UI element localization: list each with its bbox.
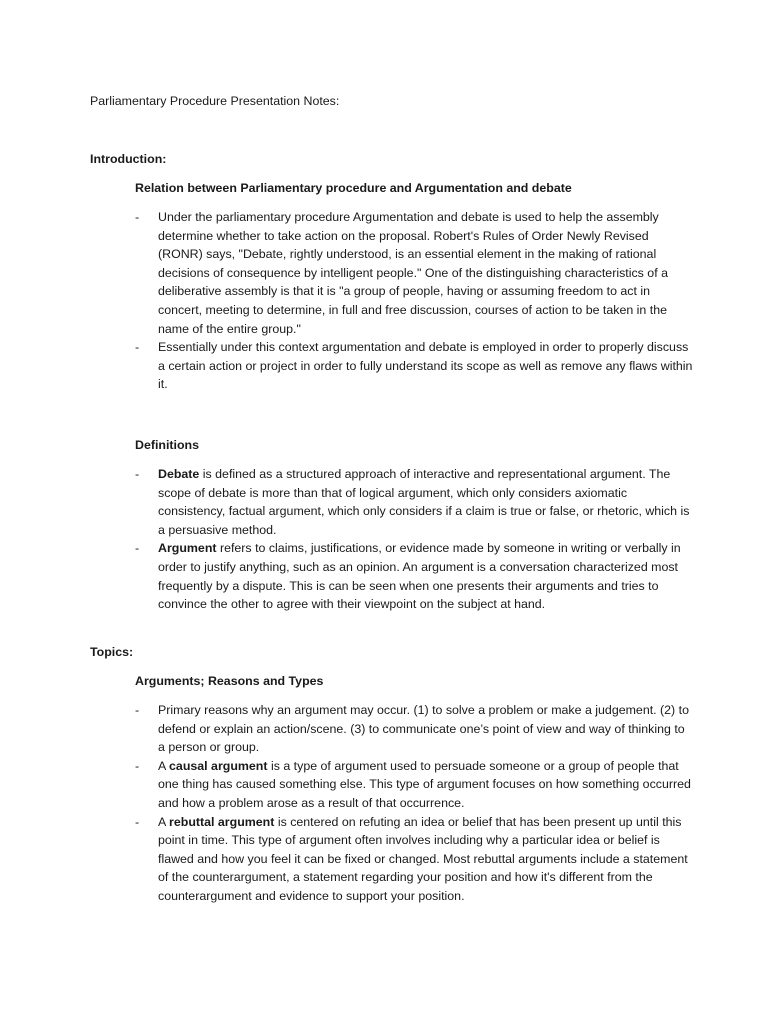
bullet-dash: - (135, 541, 140, 556)
definition-text: is defined as a structured approach of interactive and representational argument. The scope of debate is more than that of logical argument, which only considers axiomatic consistency, factual argument, which only considers if a claim is true or false, or rhetoric, which is a persuasive method. (158, 467, 690, 537)
document-title: Parliamentary Procedure Presentation Notes: (90, 94, 340, 108)
defined-term: causal argument (169, 758, 268, 773)
list-item (135, 701, 695, 757)
list-item (135, 338, 695, 394)
list-item (135, 208, 695, 338)
list-item (135, 539, 695, 613)
defined-term: rebuttal argument (169, 814, 275, 829)
bullet-dash: - (135, 814, 140, 829)
bullet-text (158, 757, 695, 813)
bullet-dash: - (135, 703, 140, 717)
bullet-prefix: A (158, 814, 170, 829)
introduction-bullet-list (135, 208, 695, 394)
definition-text: is a type of argument used to persuade someone or a group of people that one thing has caused something else. This type of argument focuses on how something occurred and how a problem arose as a result of that occurrence. (158, 758, 691, 810)
bullet-text: Under the parliamentary procedure Argumentation and debate is used to help the assembly determine whether to take action on the proposal. Robert's Rules of Order Newly Revised (RONR) says, "Debate, rightly understood, is an essential element in the making of rational decisions of consequence by intelligent people." One of the distinguishing characteristics of a deliberative assembly is that it is "a group of people, having or assuming freedom to act in concert, meeting to determine, in full and free discussion, courses of action to be taken in the name of the entire group." (158, 210, 668, 336)
bullet-text: Primary reasons why an argument may occur. (1) to solve a problem or make a judgement. (2) to defend or explain an action/scene. (3) to communicate one’s point of view and way of thinking to a person or group. (158, 703, 689, 755)
bullet-text (158, 813, 695, 906)
definitions-subheading: Definitions (135, 438, 200, 452)
bullet-dash: - (135, 467, 140, 481)
bullet-text: Essentially under this context argumentation and debate is employed in order to properly discuss a certain action or project in order to fully understand its scope as well as remove any flaws within it. (158, 340, 693, 392)
introduction-subheading: Relation between Parliamentary procedure and Argumentation and debate (135, 181, 572, 195)
topics-heading: Topics: (90, 645, 134, 659)
defined-term: Argument (158, 541, 217, 556)
bullet-dash: - (135, 758, 140, 773)
topics-subheading: Arguments; Reasons and Types (135, 674, 324, 688)
bullet-text (158, 539, 695, 613)
list-item (135, 757, 695, 813)
defined-term: Debate (158, 467, 200, 481)
definition-text: refers to claims, justifications, or evidence made by someone in writing or verbally in order to justify anything, such as an opinion. An argument is a conversation characterized most frequently by a dispute. This is can be seen when one presents their arguments and tries to convince the other to agree with their viewpoint on the subject at hand. (158, 541, 681, 612)
topics-bullet-list (135, 701, 695, 906)
bullet-dash: - (135, 340, 140, 355)
introduction-heading: Introduction: (90, 152, 167, 166)
list-item (135, 465, 695, 539)
definition-text: is centered on refuting an idea or belief that has been present up until this point in time. This type of argument often involves including why a particular idea or belief is flawed and how you feel it can be fixed or changed. Most rebuttal arguments include a statement of the counterargument, a statement regarding your position and how it's different from the counterargument and evidence to support your position. (158, 814, 688, 903)
definitions-bullet-list (135, 465, 695, 614)
bullet-dash: - (135, 210, 140, 224)
bullet-prefix: A (158, 758, 170, 773)
list-item (135, 813, 695, 906)
bullet-text (158, 465, 695, 539)
